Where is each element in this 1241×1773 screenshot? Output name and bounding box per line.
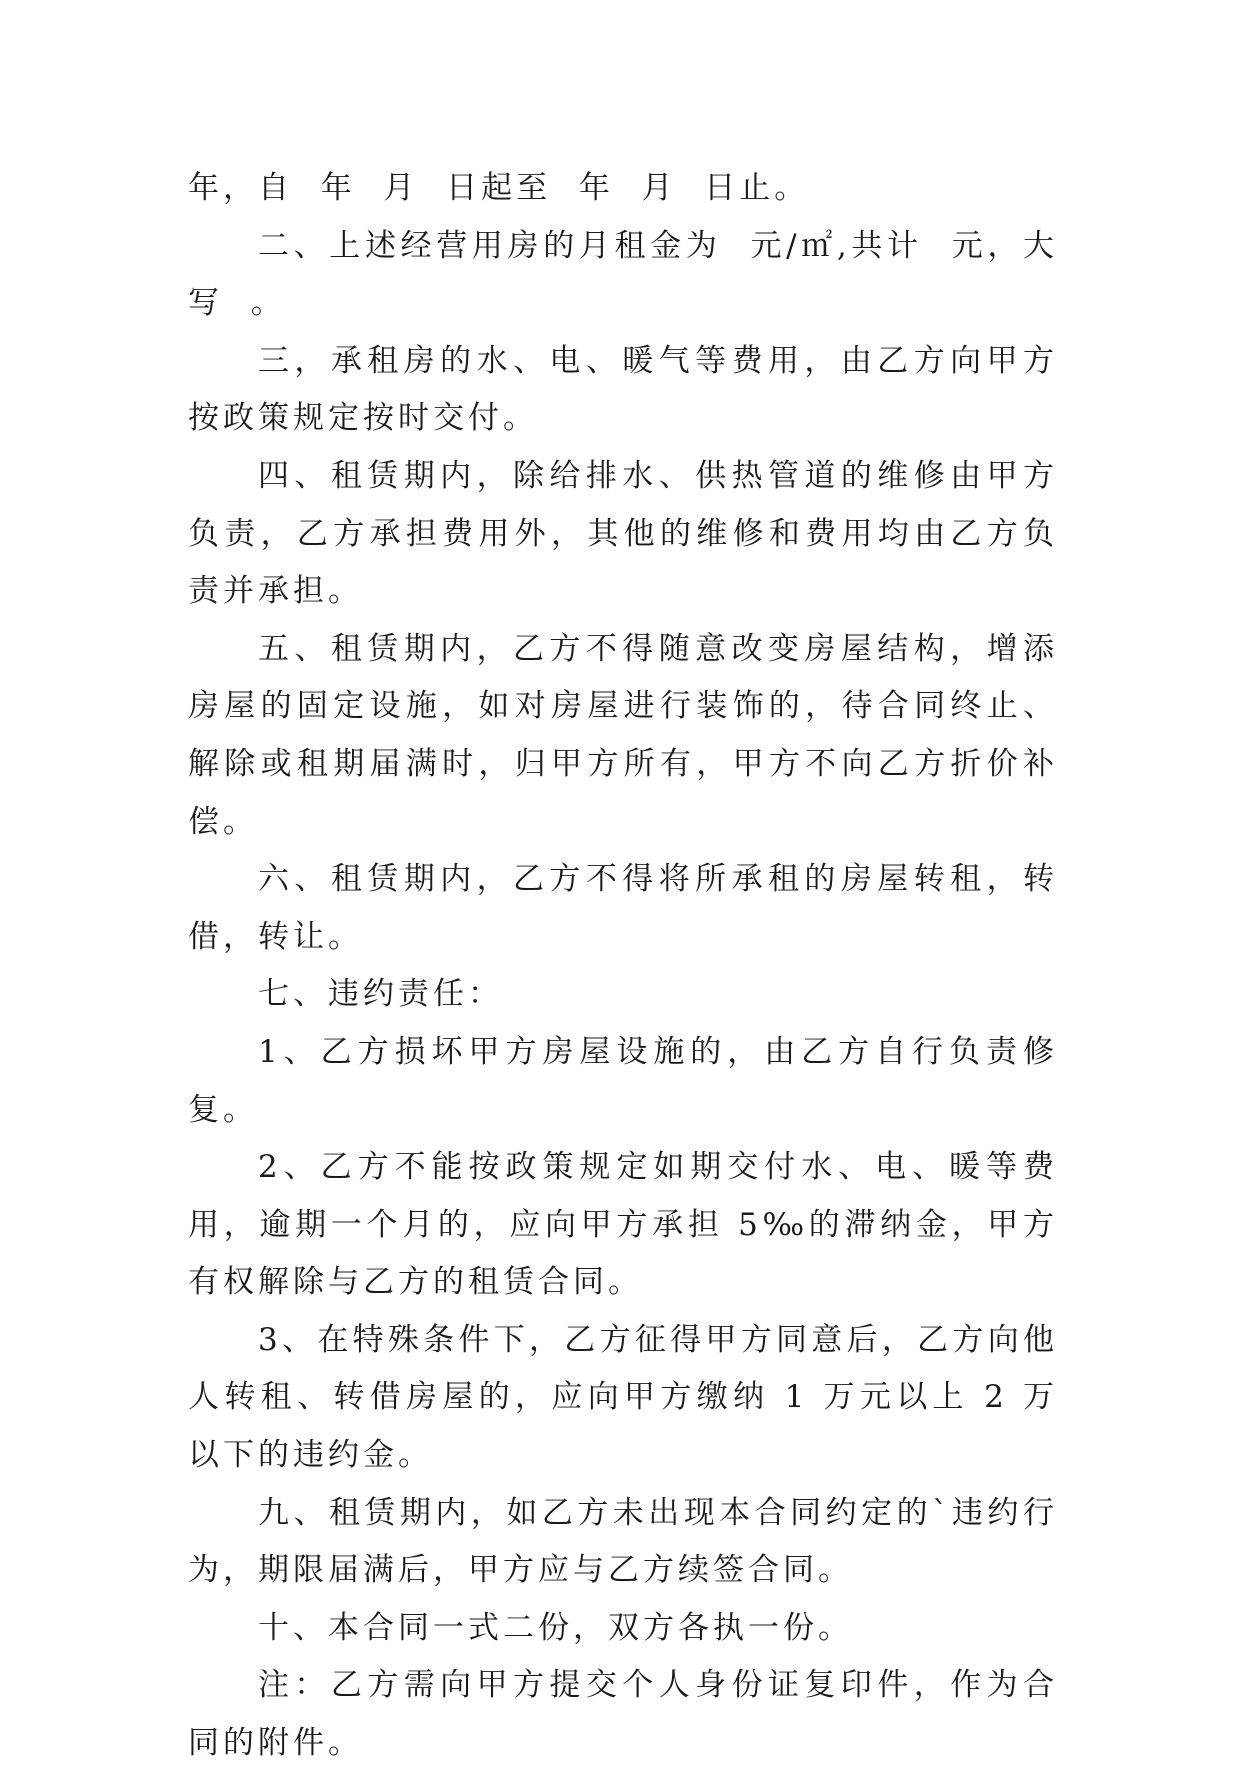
paragraph-note-attachment: 注：乙方需向甲方提交个人身份证复印件，作为合同的附件。 <box>188 1667 1058 1762</box>
contract-body <box>188 160 1058 1773</box>
paragraph-clause-6-sublease: 六、租赁期内，乙方不得将所承租的房屋转租，转借，转让。 <box>188 861 1058 955</box>
paragraph-clause-3-utilities: 三，承租房的水、电、暖气等费用，由乙方向甲方按政策规定按时交付。 <box>188 342 1058 437</box>
paragraph-clause-9-renewal: 九、租赁期内，如乙方未出现本合同约定的`违约行为，期限届满后，甲方应与乙方续签合同。 <box>188 1494 1058 1589</box>
paragraph-term-period: 年，自 年 月 日起至 年 月 日止。 <box>188 170 810 206</box>
paragraph-clause-7-breach: 七、违约责任： <box>258 976 503 1013</box>
paragraph-clause-2-rent: 二、上述经营用房的月租金为 元/㎡,共计 元，大写 。 <box>188 227 1058 322</box>
paragraph-clause-5-structure: 五、租赁期内，乙方不得随意改变房屋结构，增添房屋的固定设施，如对房屋进行装饰的，待合同终止、解除或租期届满时，归甲方所有，甲方不向乙方折价补偿。 <box>188 630 1058 840</box>
paragraph-clause-4-maintenance: 四、租赁期内，除给排水、供热管道的维修由甲方负责，乙方承担费用外，其他的维修和费用均由乙方负责并承担。 <box>188 457 1058 610</box>
paragraph-breach-item-3: 3、在特殊条件下，乙方征得甲方同意后，乙方向他人转租、转借房屋的，应向甲方缴纳 1 万元以上 2 万以下的违约金。 <box>188 1321 1058 1474</box>
paragraph-clause-10-copies: 十、本合同一式二份，双方各执一份。 <box>258 1609 853 1646</box>
paragraph-breach-item-2: 2、乙方不能按政策规定如期交付水、电、暖等费用，逾期一个月的，应向甲方承担 5‰的滞纳金，甲方有权解除与乙方的租赁合同。 <box>188 1149 1058 1301</box>
paragraph-breach-item-1: 1、乙方损坏甲方房屋设施的，由乙方自行负责修复。 <box>188 1033 1058 1128</box>
